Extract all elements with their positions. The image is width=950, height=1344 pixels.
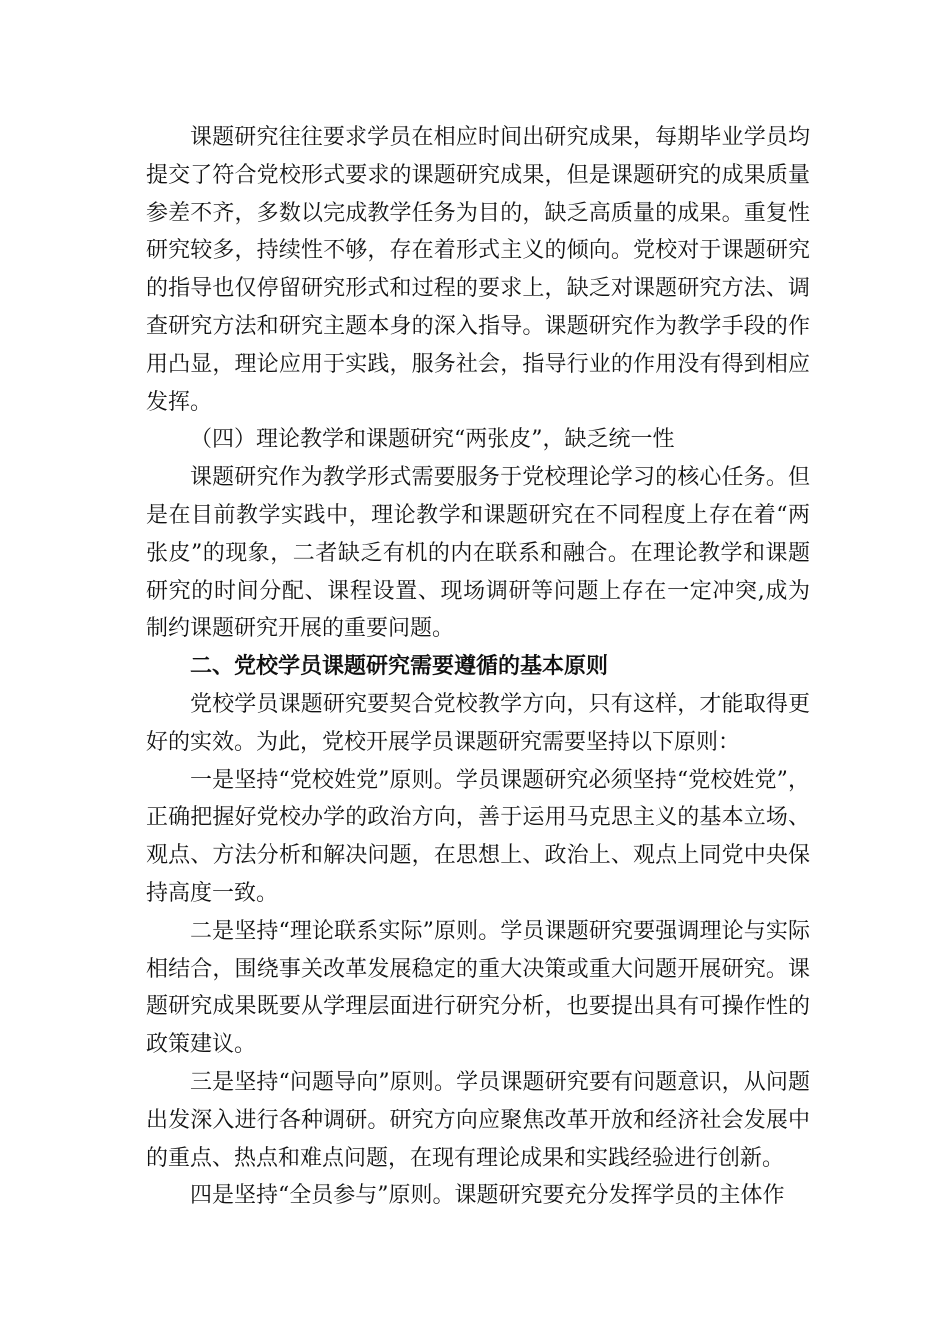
paragraph-principle-two: 二是坚持“理论联系实际”原则。学员课题研究要强调理论与实际相结合，围绕事关改革发展稳定的重大决策或重大问题开展研究。课题研究成果既要从学理层面进行研究分析，也要提出具有可操作性的政策建议。 — [146, 918, 810, 1058]
document-body — [146, 119, 810, 1215]
paragraph-two-skins: 课题研究作为教学形式需要服务于党校理论学习的核心任务。但是在目前教学实践中，理论教学和课题研究在不同程度上存在着“两张皮”的现象，二者缺乏有机的内在联系和融合。在理论教学和课题研究的时间分配、课程设置、现场调研等问题上存在一定冲突,成为制约课题研究开展的重要问题。 — [146, 465, 810, 642]
paragraph-principle-one: 一是坚持“党校姓党”原则。学员课题研究必须坚持“党校姓党”，正确把握好党校办学的政治方向，善于运用马克思主义的基本立场、观点、方法分析和解决问题，在思想上、政治上、观点上同党中央保持高度一致。 — [146, 767, 810, 906]
paragraph-research-quality: 课题研究往往要求学员在相应时间出研究成果，每期毕业学员均提交了符合党校形式要求的课题研究成果，但是课题研究的成果质量参差不齐，多数以完成教学任务为目的，缺乏高质量的成果。重复性研究较多，持续性不够，存在着形式主义的倾向。党校对于课题研究的指导也仅停留研究形式和过程的要求上，缺乏对课题研究方法、调查研究方法和研究主题本身的深入指导。课题研究作为教学手段的作用凸显，理论应用于实践，服务社会，指导行业的作用没有得到相应发挥。 — [146, 125, 810, 415]
paragraph-principle-four: 四是坚持“全员参与”原则。课题研究要充分发挥学员的主体作 — [190, 1183, 785, 1209]
subheading-theory-and-research: （四）理论教学和课题研究“两张皮”，缺乏统一性 — [190, 427, 675, 453]
paragraph-principle-three: 三是坚持“问题导向”原则。学员课题研究要有问题意识，从问题出发深入进行各种调研。研究方向应聚焦改革开放和经济社会发展中的重点、热点和难点问题，在现有理论成果和实践经验进行创新。 — [146, 1069, 810, 1171]
paragraph-principles-intro: 党校学员课题研究要契合党校教学方向，只有这样，才能取得更好的实效。为此，党校开展学员课题研究需要坚持以下原则： — [146, 691, 810, 755]
section-heading-basic-principles: 二、党校学员课题研究需要遵循的基本原则 — [190, 654, 609, 680]
